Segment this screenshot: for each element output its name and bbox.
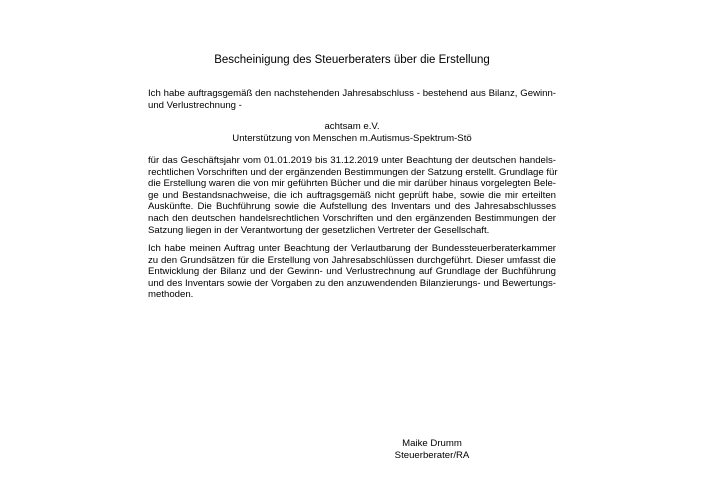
organization-block (0, 121, 704, 144)
organization-name: achtsam e.V. (324, 121, 380, 132)
paragraph-line: Ich habe meinen Auftrag unter Beachtung der Verlautbarung der Bundessteuerberaterkammer (148, 243, 556, 254)
paragraph-line: Entwicklung der Bilanz und der Gewinn- und Verlustrechnung auf Grundlage der Buchführung (148, 266, 556, 278)
paragraph-line: methoden. (148, 289, 194, 301)
paragraph-line: rechtlichen Vorschriften und der ergänzenden Bestimmungen der Satzung erstellt. Grundlage für (148, 166, 558, 178)
paragraph-engagement (148, 155, 556, 236)
document-title: Bescheinigung des Steuerberaters über die Erstellung (214, 54, 490, 66)
signature-name: Maike Drumm (402, 438, 462, 449)
intro-line: Ich habe auftragsgemäß den nachstehenden Jahresabschluss - bestehend aus Bilanz, Gewinn- (148, 88, 556, 99)
signature-role: Steuerberater/RA (394, 449, 470, 461)
organization-subtitle: Unterstützung von Menschen m.Autismus-Spektrum-Stö (232, 132, 472, 144)
paragraph-line: zu den Grundsätzen für die Erstellung von Jahresabschlüssen durchgeführt. Dieser umfasst die (148, 254, 556, 266)
signature-block (372, 438, 492, 461)
paragraph-line: Auskünfte. Die Buchführung sowie die Aufstellung des Inventars und des Jahresabschlusses (148, 201, 556, 213)
paragraph-line: und des Inventars sowie der Vorgaben zu den anzuwendenden Bilanzierungs- und Bewertungs- (148, 277, 556, 289)
intro-paragraph (148, 88, 556, 111)
paragraph-line: für das Geschäftsjahr vom 01.01.2019 bis 31.12.2019 unter Beachtung der deutschen handels- (148, 155, 556, 166)
paragraph-procedure (148, 243, 556, 301)
paragraph-line: ge und Bestandsnachweise, die ich auftragsgemäß nicht geprüft habe, sowie die mir erteilten (148, 189, 556, 201)
paragraph-line: Satzung liegen in der Verantwortung der gesetzlichen Vertreter der Gesellschaft. (148, 224, 490, 236)
intro-line: und Verlustrechnung - (148, 99, 242, 111)
paragraph-line: die Erstellung waren die von mir geführten Bücher und die mir darüber hinaus vorgelegten Bele- (148, 178, 556, 190)
paragraph-line: nach den deutschen handelsrechtlichen Vorschriften und den ergänzenden Bestimmungen der (148, 212, 556, 224)
